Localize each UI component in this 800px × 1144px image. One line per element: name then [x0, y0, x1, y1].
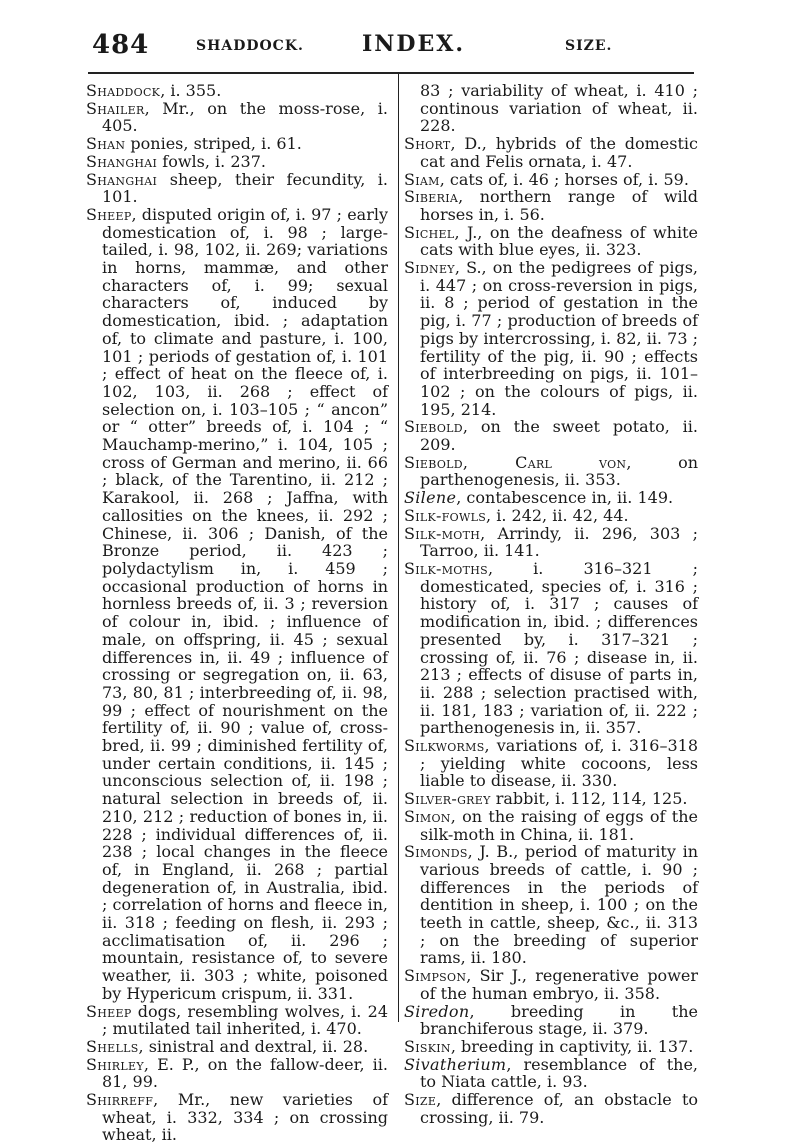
entry-text: , breeding in captivity, ii. 137.	[450, 1036, 694, 1056]
entry-text: , difference of, an obstacle to crossing, ii. 79.	[420, 1090, 698, 1127]
index-entry	[86, 206, 388, 1003]
entry-text: , northern range of wild horses in, i. 56.	[420, 187, 698, 224]
index-column-right	[404, 82, 698, 1126]
entry-text: , J., on the deafness of white cats with blue eyes, ii. 323.	[420, 222, 698, 260]
index-entry	[404, 737, 698, 790]
entry-text: , i. 355.	[160, 81, 222, 100]
index-entry	[404, 188, 698, 223]
entry-heading: Simon	[404, 806, 451, 826]
entry-heading: Silk-moths	[404, 558, 488, 578]
entry-heading: Siam	[404, 169, 440, 189]
index-entry	[404, 560, 698, 737]
index-column-left	[86, 82, 388, 1144]
index-entry	[404, 1056, 698, 1091]
index-entry	[404, 1003, 698, 1038]
entry-heading: Size	[404, 1090, 437, 1110]
entry-heading: Sheep	[86, 204, 132, 224]
entry-heading: Silene	[404, 488, 457, 508]
entry-heading: Simonds	[404, 842, 468, 862]
index-entry	[86, 135, 388, 153]
index-entry	[404, 1038, 698, 1056]
entry-text: , D., hybrids of the domestic cat and Felis ornata, i. 47.	[420, 134, 698, 171]
entry-text: , Mr., on the moss-rose, i. 405.	[102, 98, 388, 136]
index-entry	[86, 1091, 388, 1144]
index-entry	[86, 153, 388, 171]
entry-text: , E. P., on the fallow-deer, ii. 81, 99.	[102, 1054, 388, 1092]
entry-text: , on the sweet potato, ii. 209.	[420, 417, 698, 455]
index-title: INDEX.	[362, 31, 465, 57]
entry-heading: Sheep	[86, 1001, 132, 1021]
entry-heading: Silk-moth	[404, 523, 481, 543]
index-entry	[404, 507, 698, 525]
entry-heading: Shells	[86, 1036, 139, 1056]
entry-heading: Shirreff	[86, 1090, 154, 1110]
entry-text: , on the raising of eggs of the silk-moth in China, ii. 181.	[420, 806, 698, 844]
entry-heading: Shailer	[86, 98, 145, 118]
entry-heading: Silver-grey	[404, 789, 491, 809]
entry-text: , contabescence in, ii. 149.	[456, 488, 674, 508]
running-head-left: SHADDOCK.	[196, 38, 304, 54]
entry-text: , cats of, i. 46 ; horses of, i. 59.	[439, 169, 689, 189]
index-entry	[86, 1056, 388, 1091]
entry-text: , S., on the pedigrees of pigs, i. 447 ; on cross-reversion in pigs, ii. 8 ; period of gestation in the pig, i. 77 ; production of breeds of pigs by intercrossing, i. 82, ii. 73 ; fertility of the pig, ii. 90 ; effects of interbreeding on pigs, ii. 101–102 ; on the colours of pigs, ii. 195, 214.	[420, 258, 698, 419]
entry-text: , resemblance of the, to Niata cattle, i. 93.	[420, 1054, 698, 1092]
entry-heading: Siebold, Carl von	[404, 452, 627, 472]
index-entry	[404, 259, 698, 418]
entry-heading: Shirley	[86, 1054, 144, 1074]
entry-text: dogs, resembling wolves, i. 24 ; mutilated tail inherited, i. 470.	[102, 1001, 388, 1039]
page-number: 484	[92, 30, 150, 60]
index-entry	[404, 489, 698, 507]
index-entry	[404, 967, 698, 1002]
index-entry	[404, 843, 698, 967]
index-entry	[86, 1003, 388, 1038]
entry-heading: Sidney	[404, 258, 455, 278]
index-entry	[404, 418, 698, 453]
index-entry	[86, 100, 388, 135]
entry-heading: Silk-fowls	[404, 505, 487, 525]
entry-text: rabbit, i. 112, 114, 125.	[490, 789, 688, 809]
entry-text: , Arrindy, ii. 296, 303 ; Tarroo, ii. 141.	[420, 523, 698, 561]
entry-heading: Silkworms	[404, 736, 485, 756]
entry-heading: Sivatherium	[404, 1054, 507, 1074]
entry-heading: Sichel	[404, 222, 455, 242]
entry-heading: Simpson	[404, 966, 467, 986]
entry-text: , on parthenogenesis, ii. 353.	[420, 452, 698, 490]
index-entry	[404, 808, 698, 843]
entry-heading: Shan	[86, 134, 126, 154]
entry-text: sheep, their fecundity, i. 101.	[102, 169, 388, 207]
page-header	[0, 0, 800, 62]
entry-heading: Siebold	[404, 417, 463, 437]
index-entry	[86, 82, 388, 100]
entry-text: , sinistral and dextral, ii. 28.	[138, 1036, 369, 1056]
entry-heading: Shaddock	[86, 81, 161, 100]
index-entry	[404, 454, 698, 489]
entry-text: , breeding in the branchiferous stage, ii. 379.	[420, 1001, 698, 1039]
entry-text: fowls, i. 237.	[157, 151, 266, 171]
column-separator	[398, 74, 399, 1022]
entry-heading: Shanghai	[86, 169, 158, 189]
index-entry	[404, 790, 698, 808]
entry-text: , disputed origin of, i. 97 ; early domestication of, i. 98 ; large-tailed, i. 98, 102, ii. 269; variations in horns, mammæ, and other characters of, i. 99; sexual characters of, induced by domestication, ibid. ; adaptation of, to climate and pasture, i. 100, 101 ; periods of gestation of, i. 101 ; effect of heat on the fleece of, i. 102, 103, ii. 268 ; effect of selection on, i. 103–105 ; “ ancon” or “ otter” breeds of, i. 104 ; “ Mauchamp-merino,” i. 104, 105 ; cross of German and merino, ii. 66 ; black, of the Tarentino, ii. 212 ; Karakool, ii. 268 ; Jaffna, with callosities on the knees, ii. 292 ; Chinese, ii. 306 ; Danish, of the Bronze period, ii. 423 ; polydactylism in, i. 459 ; occasional production of horns in hornless breeds of, ii. 3 ; reversion of colour in, ibid. ; influence of male, on offspring, ii. 45 ; sexual differences in, ii. 49 ; influence of crossing or segregation on, ii. 63, 73, 80, 81 ; interbreeding of, ii. 98, 99 ; effect of nourishment on the fertility of, ii. 90 ; value of, cross-bred, ii. 99 ; diminished fertility of, under certain conditions, ii. 145 ; unconscious selection of, ii. 198 ; natural selection in breeds of, ii. 210, 212 ; reduction of bones in, ii. 228 ; individual differences of, ii. 238 ; local changes in the fleece of, in England, ii. 268 ; partial degeneration of, in Australia, ibid. ; correlation of horns and fleece in, ii. 318 ; feeding on flesh, ii. 293 ; acclimatisation of, ii. 296 ; mountain, resistance of, to severe weather, ii. 303 ; white, poisoned by Hypericum crispum, ii. 331.	[102, 204, 388, 1003]
entry-text: , Sir J., regenerative power of the human embryo, ii. 358.	[420, 966, 698, 1003]
entry-text: , i. 316–321 ; domesticated, species of, i. 316 ; history of, i. 317 ; causes of modification in, ibid. ; differences presented by, i. 317–321 ; crossing of, ii. 76 ; disease in, ii. 213 ; effects of disuse of parts in, ii. 288 ; selection practised with, ii. 181, 183 ; variation of, ii. 222 ; parthenogenesis in, ii. 357.	[420, 558, 698, 738]
index-entry	[404, 224, 698, 259]
header-rule	[88, 72, 694, 74]
index-entry	[86, 171, 388, 206]
entry-heading: Siberia	[404, 187, 459, 207]
running-head-right: SIZE.	[565, 38, 613, 54]
entry-heading: Siredon	[404, 1001, 470, 1021]
index-entry	[404, 1091, 698, 1126]
index-entry	[86, 1038, 388, 1056]
entry-heading: Short	[404, 134, 451, 154]
entry-heading: Shanghai	[86, 151, 158, 171]
index-entry	[404, 525, 698, 560]
index-entry	[404, 82, 698, 135]
entry-text: , Mr., new varieties of wheat, i. 332, 334 ; on crossing wheat, ii.	[102, 1090, 388, 1144]
index-entry	[404, 135, 698, 170]
entry-heading: Siskin	[404, 1036, 451, 1056]
entry-text: , variations of, i. 316–318 ; yielding white cocoons, less liable to disease, ii. 330.	[420, 736, 698, 791]
entry-text: ponies, striped, i. 61.	[125, 134, 302, 154]
entry-text: , i. 242, ii. 42, 44.	[486, 505, 629, 525]
index-entry	[404, 171, 698, 189]
entry-text: 83 ; variability of wheat, i. 410 ; continous variation of wheat, ii. 228.	[420, 81, 698, 136]
entry-text: , J. B., period of maturity in various breeds of cattle, i. 90 ; differences in the periods of dentition in sheep, i. 100 ; on the teeth in cattle, sheep, &c., ii. 313 ; on the breeding of superior rams, ii. 180.	[420, 842, 698, 968]
